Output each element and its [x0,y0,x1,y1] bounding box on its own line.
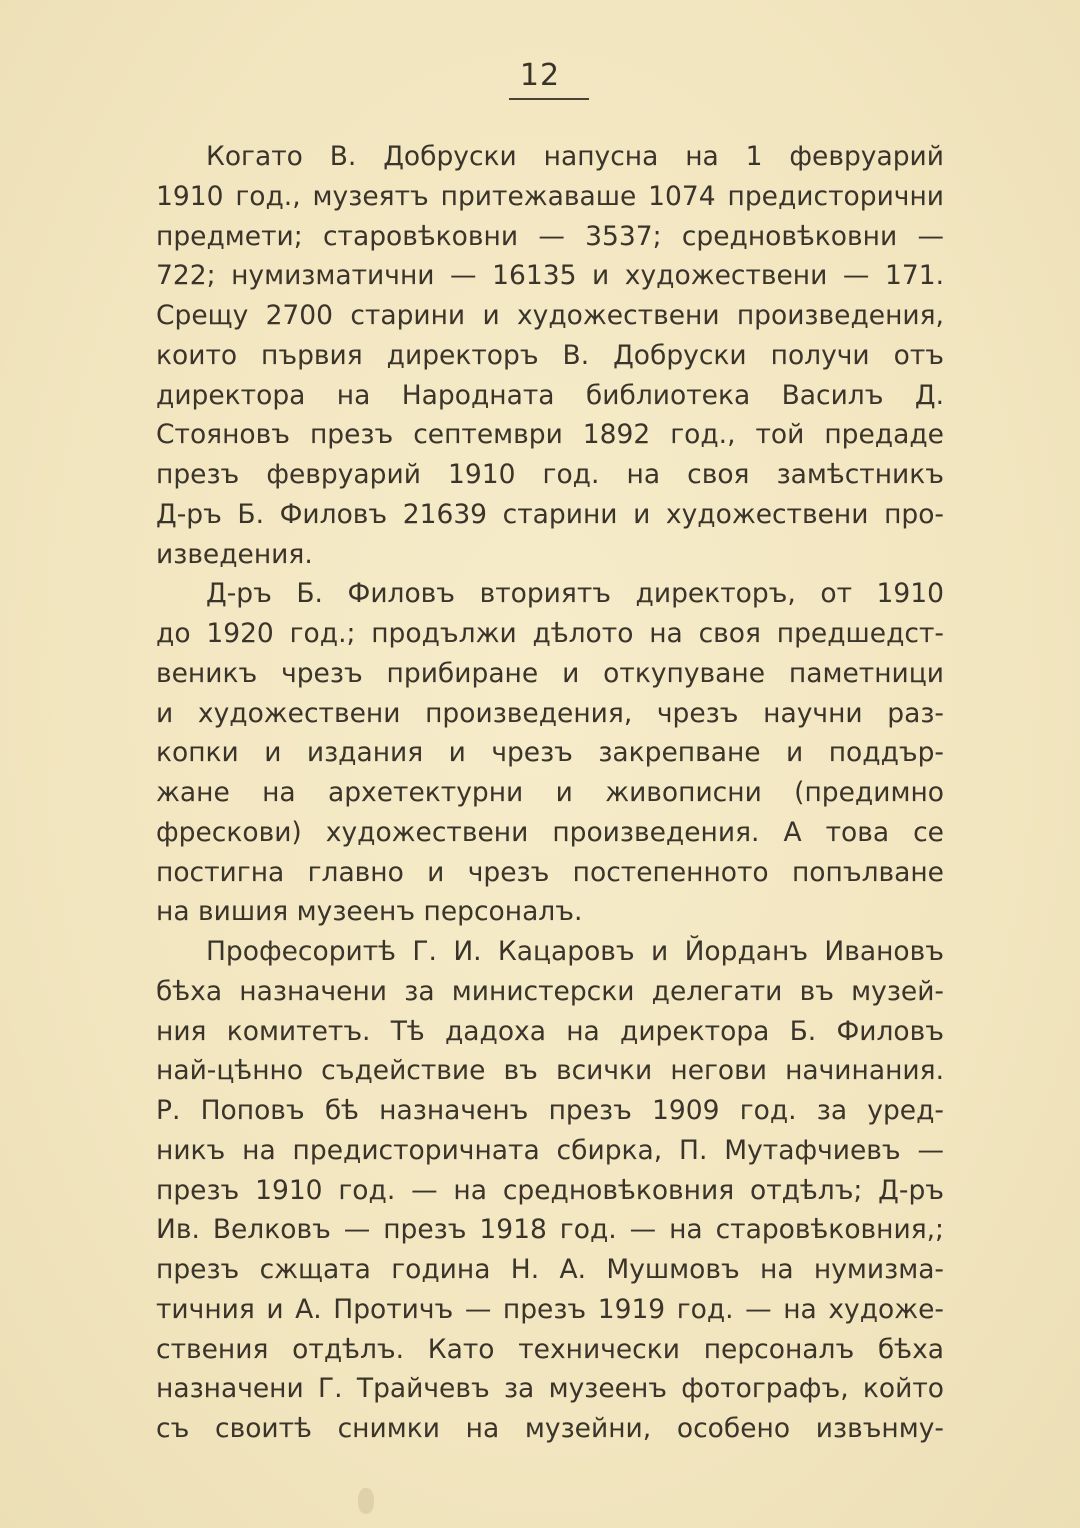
text-line: ния комитетъ. Тѣ дадоха на директора Б. Филовъ [156,1015,944,1047]
text-line: най-цѣнно съдействие въ всички негови начинания. [156,1055,944,1087]
page-number-rule [509,98,589,100]
text-line: 1910 год., музеятъ притежаваше 1074 предисторични [156,180,944,212]
text-line: Ив. Велковъ — презъ 1918 год. — на старовѣковния,; [156,1214,944,1246]
paragraph [156,932,944,1449]
text-line: Когато В. Добруски напусна на 1 февруарий [206,141,944,172]
text-line: на вишия музеенъ персоналъ. [156,896,583,928]
text-line: веникъ чрезъ прибиране и откупуване паметници [156,657,944,689]
text-line: жане на архетектурни и живописни (предимно [156,777,944,808]
text-line: директора на Народната библиотека Василъ Д. [156,379,944,411]
text-line: 722; нумизматични — 16135 и художествени — 171. [156,260,944,292]
text-line: презъ сжщата година Н. А. Мушмовъ на нумизма- [156,1254,944,1285]
text-line: съ своитѣ снимки на музейни, особено извънму- [156,1413,944,1444]
text-line: ствения отдѣлъ. Като технически персоналъ бѣха [156,1333,944,1365]
text-line: Професоритѣ Г. И. Кацаровъ и Йорданъ Ивановъ [206,936,944,967]
text-line: предмети; старовѣковни — 3537; средновѣковни — [156,220,944,252]
text-line: изведения. [156,538,313,570]
text-line: Д-ръ Б. Филовъ вториятъ директоръ, от 1910 [206,578,944,610]
page-number: 12 [519,58,561,93]
text-line: които първия директоръ В. Добруски получи отъ [156,339,944,371]
text-line: копки и издания и чрезъ закрепване и поддър- [156,737,944,769]
text-line: Срещу 2700 старини и художествени произведения, [156,300,944,331]
text-line: тичния и А. Протичъ — презъ 1919 год. — на художе- [156,1293,944,1325]
text-line: никъ на предисторичната сбирка, П. Мутафчиевъ — [156,1134,944,1166]
paragraph [156,574,944,932]
text-line: Стояновъ презъ септември 1892 год., той предаде [156,419,944,451]
text-line: фрескови) художествени произведения. А това се [156,816,944,848]
paragraph [156,137,944,574]
body-text [156,137,944,1449]
text-line: и художествени произведения, чрезъ научни раз- [156,697,944,729]
text-line: Р. Поповъ бѣ назначенъ презъ 1909 год. за уред- [156,1095,944,1126]
text-line: Д-ръ Б. Филовъ 21639 старини и художествени про- [156,498,944,530]
paper-smudge [358,1488,374,1514]
text-line: презъ 1910 год. — на средновѣковния отдѣлъ; Д-ръ [156,1174,944,1206]
text-line: назначени Г. Трайчевъ за музеенъ фотографъ, който [156,1373,944,1405]
text-line: презъ февруарий 1910 год. на своя замѣстникъ [156,459,944,490]
text-line: постигна главно и чрезъ постепенното попълване [156,856,944,888]
text-line: до 1920 год.; продължи дѣлото на своя предшедст- [156,618,944,649]
text-line: бѣха назначени за министерски делегати въ музей- [156,975,944,1007]
